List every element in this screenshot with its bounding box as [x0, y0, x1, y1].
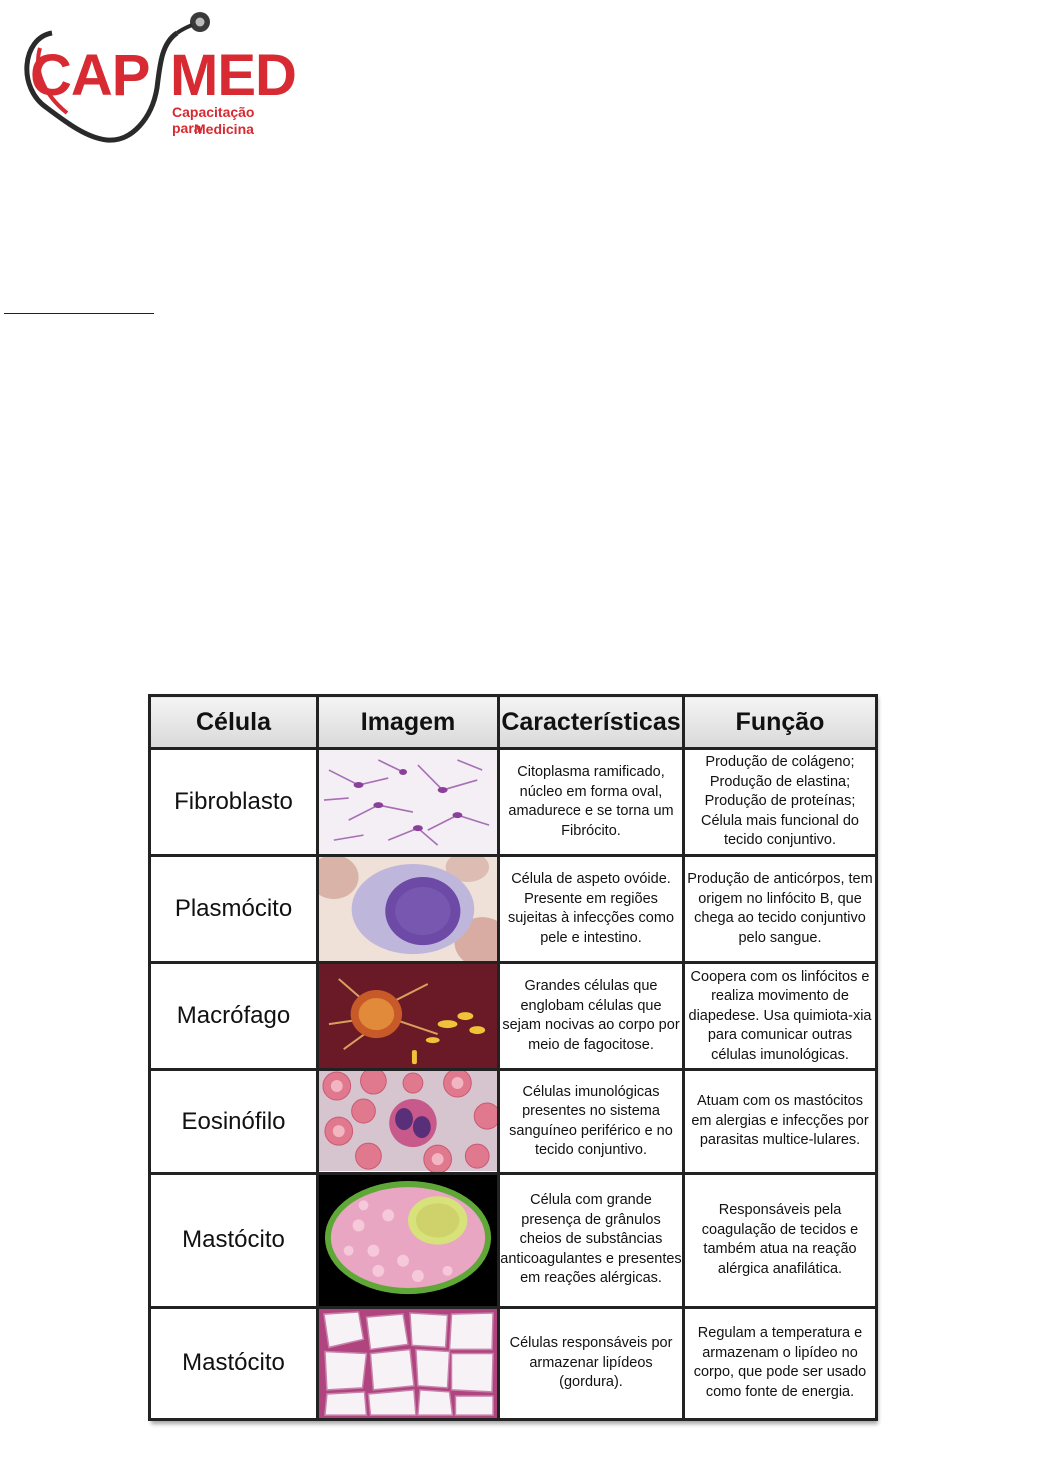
adipose-image: [318, 1307, 499, 1419]
logo-med-text: MED: [170, 43, 296, 108]
macrophage-image: [318, 963, 499, 1070]
cell-characteristics: Células responsáveis por armazenar lipídeos (gordura).: [499, 1307, 684, 1419]
cell-name: Plasmócito: [150, 856, 318, 963]
cell-characteristics: Células imunológicas presentes no sistema sanguíneo periférico e no tecido conjuntivo.: [499, 1070, 684, 1173]
cell-function: Coopera com os linfócitos e realiza movimento de diapedese. Usa quimiota-xia para comunicar outras células imunológicas.: [684, 963, 877, 1070]
cell-function: Regulam a temperatura e armazenam o lipídeo no corpo, que pode ser usado como fonte de energia.: [684, 1307, 877, 1419]
mast-cell-image: [318, 1173, 499, 1307]
cell-name: Fibroblasto: [150, 749, 318, 856]
cell-characteristics: Célula com grande presença de grânulos cheios de substâncias anticoagulantes e presentes em reações alérgicas.: [499, 1173, 684, 1307]
fibroblast-image: [318, 749, 499, 856]
table-row: [150, 963, 877, 1070]
cell-table: [148, 694, 875, 1421]
cell-function: Produção de colágeno; Produção de elastina; Produção de proteínas; Célula mais funcional do tecido conjuntivo.: [684, 749, 877, 856]
table-header-row: [150, 696, 877, 749]
logo-subtitle-line2: Medicina: [194, 121, 254, 137]
table-row: [150, 1307, 877, 1419]
fibroblast-micrograph: [319, 750, 497, 854]
cell-function: Responsáveis pela coagulação de tecidos e também atua na reação alérgica anafilática.: [684, 1173, 877, 1307]
header-function: Função: [684, 696, 877, 749]
cell-function: Atuam com os mastócitos em alergias e infecções por parasitas multice-lulares.: [684, 1070, 877, 1173]
cell-function: Produção de anticórpos, tem origem no linfócito B, que chega ao tecido conjuntivo pelo sangue.: [684, 856, 877, 963]
plasmocyte-micrograph: [319, 857, 497, 961]
mast-cell-micrograph: [319, 1175, 497, 1306]
header-characteristics: Características: [499, 696, 684, 749]
table-row: [150, 749, 877, 856]
table-row: [150, 856, 877, 963]
horizontal-rule: [4, 313, 154, 314]
header-cell: Célula: [150, 696, 318, 749]
capmed-logo: [12, 8, 296, 152]
cell-characteristics: Célula de aspeto ovóide. Presente em regiões sujeitas à infecções como pele e intestino.: [499, 856, 684, 963]
header-image: Imagem: [318, 696, 499, 749]
eosinophil-micrograph: [319, 1071, 497, 1171]
adipose-micrograph: [319, 1309, 497, 1418]
table-row: [150, 1173, 877, 1307]
logo-cap-text: CAP: [30, 43, 150, 108]
logo-subtitle-line1: Capacitação para: [172, 104, 255, 136]
plasmocyte-image: [318, 856, 499, 963]
cell-name: Macrófago: [150, 963, 318, 1070]
table-row: [150, 1070, 877, 1173]
macrophage-micrograph: [319, 964, 497, 1068]
cell-characteristics: Citoplasma ramificado, núcleo em forma oval, amadurece e se torna um Fibrócito.: [499, 749, 684, 856]
cell-name: Mastócito: [150, 1307, 318, 1419]
cell-name: Mastócito: [150, 1173, 318, 1307]
eosinophil-image: [318, 1070, 499, 1173]
cell-characteristics: Grandes células que englobam células que sejam nocivas ao corpo por meio de fagocitose.: [499, 963, 684, 1070]
cell-name: Eosinófilo: [150, 1070, 318, 1173]
